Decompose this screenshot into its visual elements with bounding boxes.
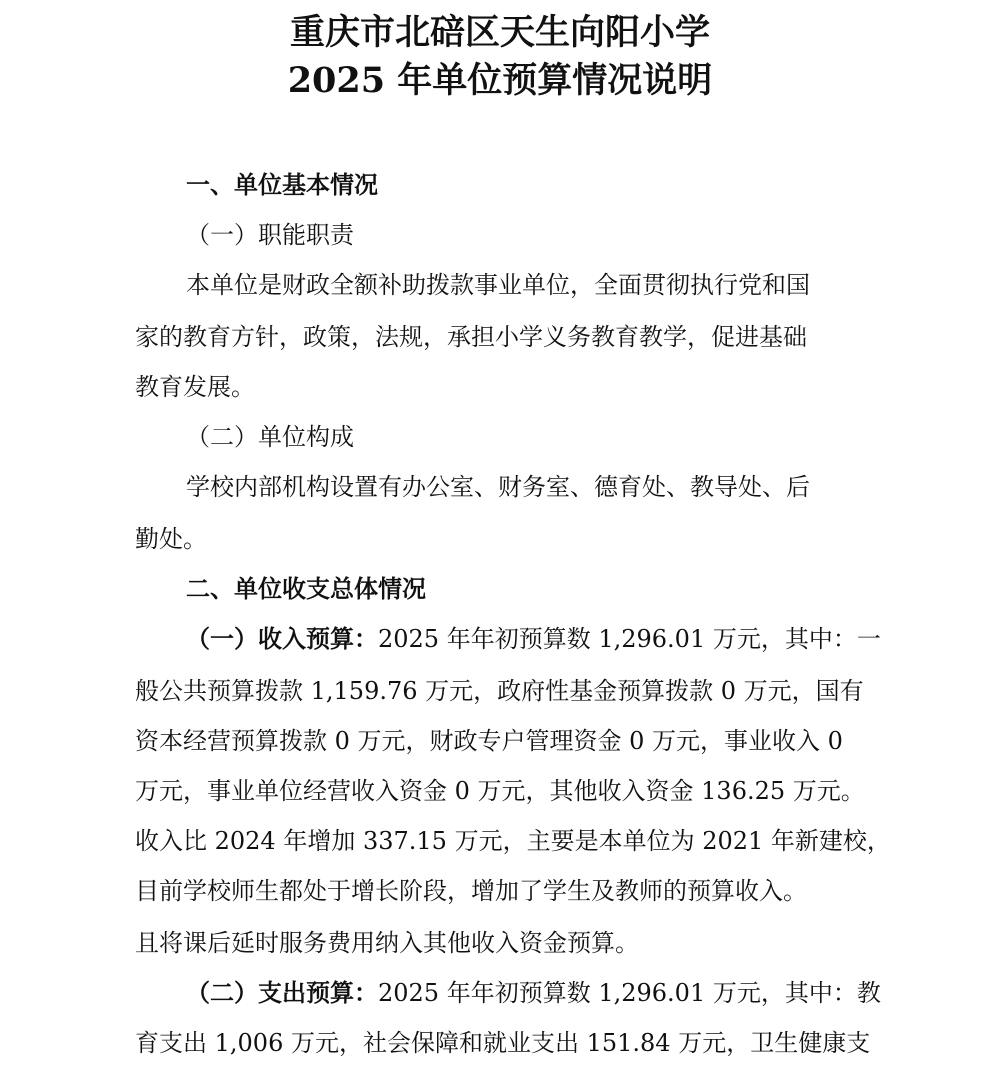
paragraph-line: 勤处。	[135, 525, 207, 553]
expenditure-budget-text: 2025 年年初预算数 1,296.01 万元，其中：教	[378, 979, 881, 1007]
paragraph-line	[186, 976, 896, 1010]
paragraph-line: 学校内部机构设置有办公室、财务室、德育处、教导处、后	[186, 473, 810, 501]
document-title-line-1: 重庆市北碚区天生向阳小学	[289, 12, 710, 53]
paragraph-line: 资本经营预算拨款 0 万元，财政专户管理资金 0 万元，事业收入 0	[135, 727, 843, 755]
section-2-heading: 二、单位收支总体情况	[186, 574, 426, 603]
income-budget-text: 2025 年年初预算数 1,296.01 万元，其中：一	[378, 625, 881, 653]
section-1-sub-2-heading: （二）单位构成	[186, 423, 354, 451]
paragraph-line: 教育发展。	[135, 373, 255, 401]
expenditure-budget-label: （二）支出预算：	[186, 978, 378, 1007]
paragraph-line: 收入比 2024 年增加 337.15 万元，主要是本单位为 2021 年新建校，	[135, 827, 891, 855]
section-1-sub-1-heading: （一）职能职责	[186, 221, 354, 249]
paragraph-line: 家的教育方针，政策，法规，承担小学义务教育教学，促进基础	[135, 323, 807, 351]
paragraph-line: 且将课后延时服务费用纳入其他收入资金预算。	[135, 929, 639, 957]
paragraph-line: 般公共预算拨款 1,159.76 万元，政府性基金预算拨款 0 万元，国有	[135, 677, 864, 705]
paragraph-line	[186, 622, 896, 656]
section-1-heading: 一、单位基本情况	[186, 170, 378, 199]
paragraph-line: 育支出 1,006 万元，社会保障和就业支出 151.84 万元，卫生健康支	[135, 1029, 871, 1057]
paragraph-line: 目前学校师生都处于增长阶段，增加了学生及教师的预算收入。	[135, 877, 807, 905]
paragraph-line: 万元，事业单位经营收入资金 0 万元，其他收入资金 136.25 万元。	[135, 777, 865, 805]
income-budget-label: （一）收入预算：	[186, 624, 378, 653]
paragraph-line: 本单位是财政全额补助拨款事业单位，全面贯彻执行党和国	[186, 271, 810, 299]
document-title-line-2: 2025 年单位预算情况说明	[287, 60, 713, 101]
